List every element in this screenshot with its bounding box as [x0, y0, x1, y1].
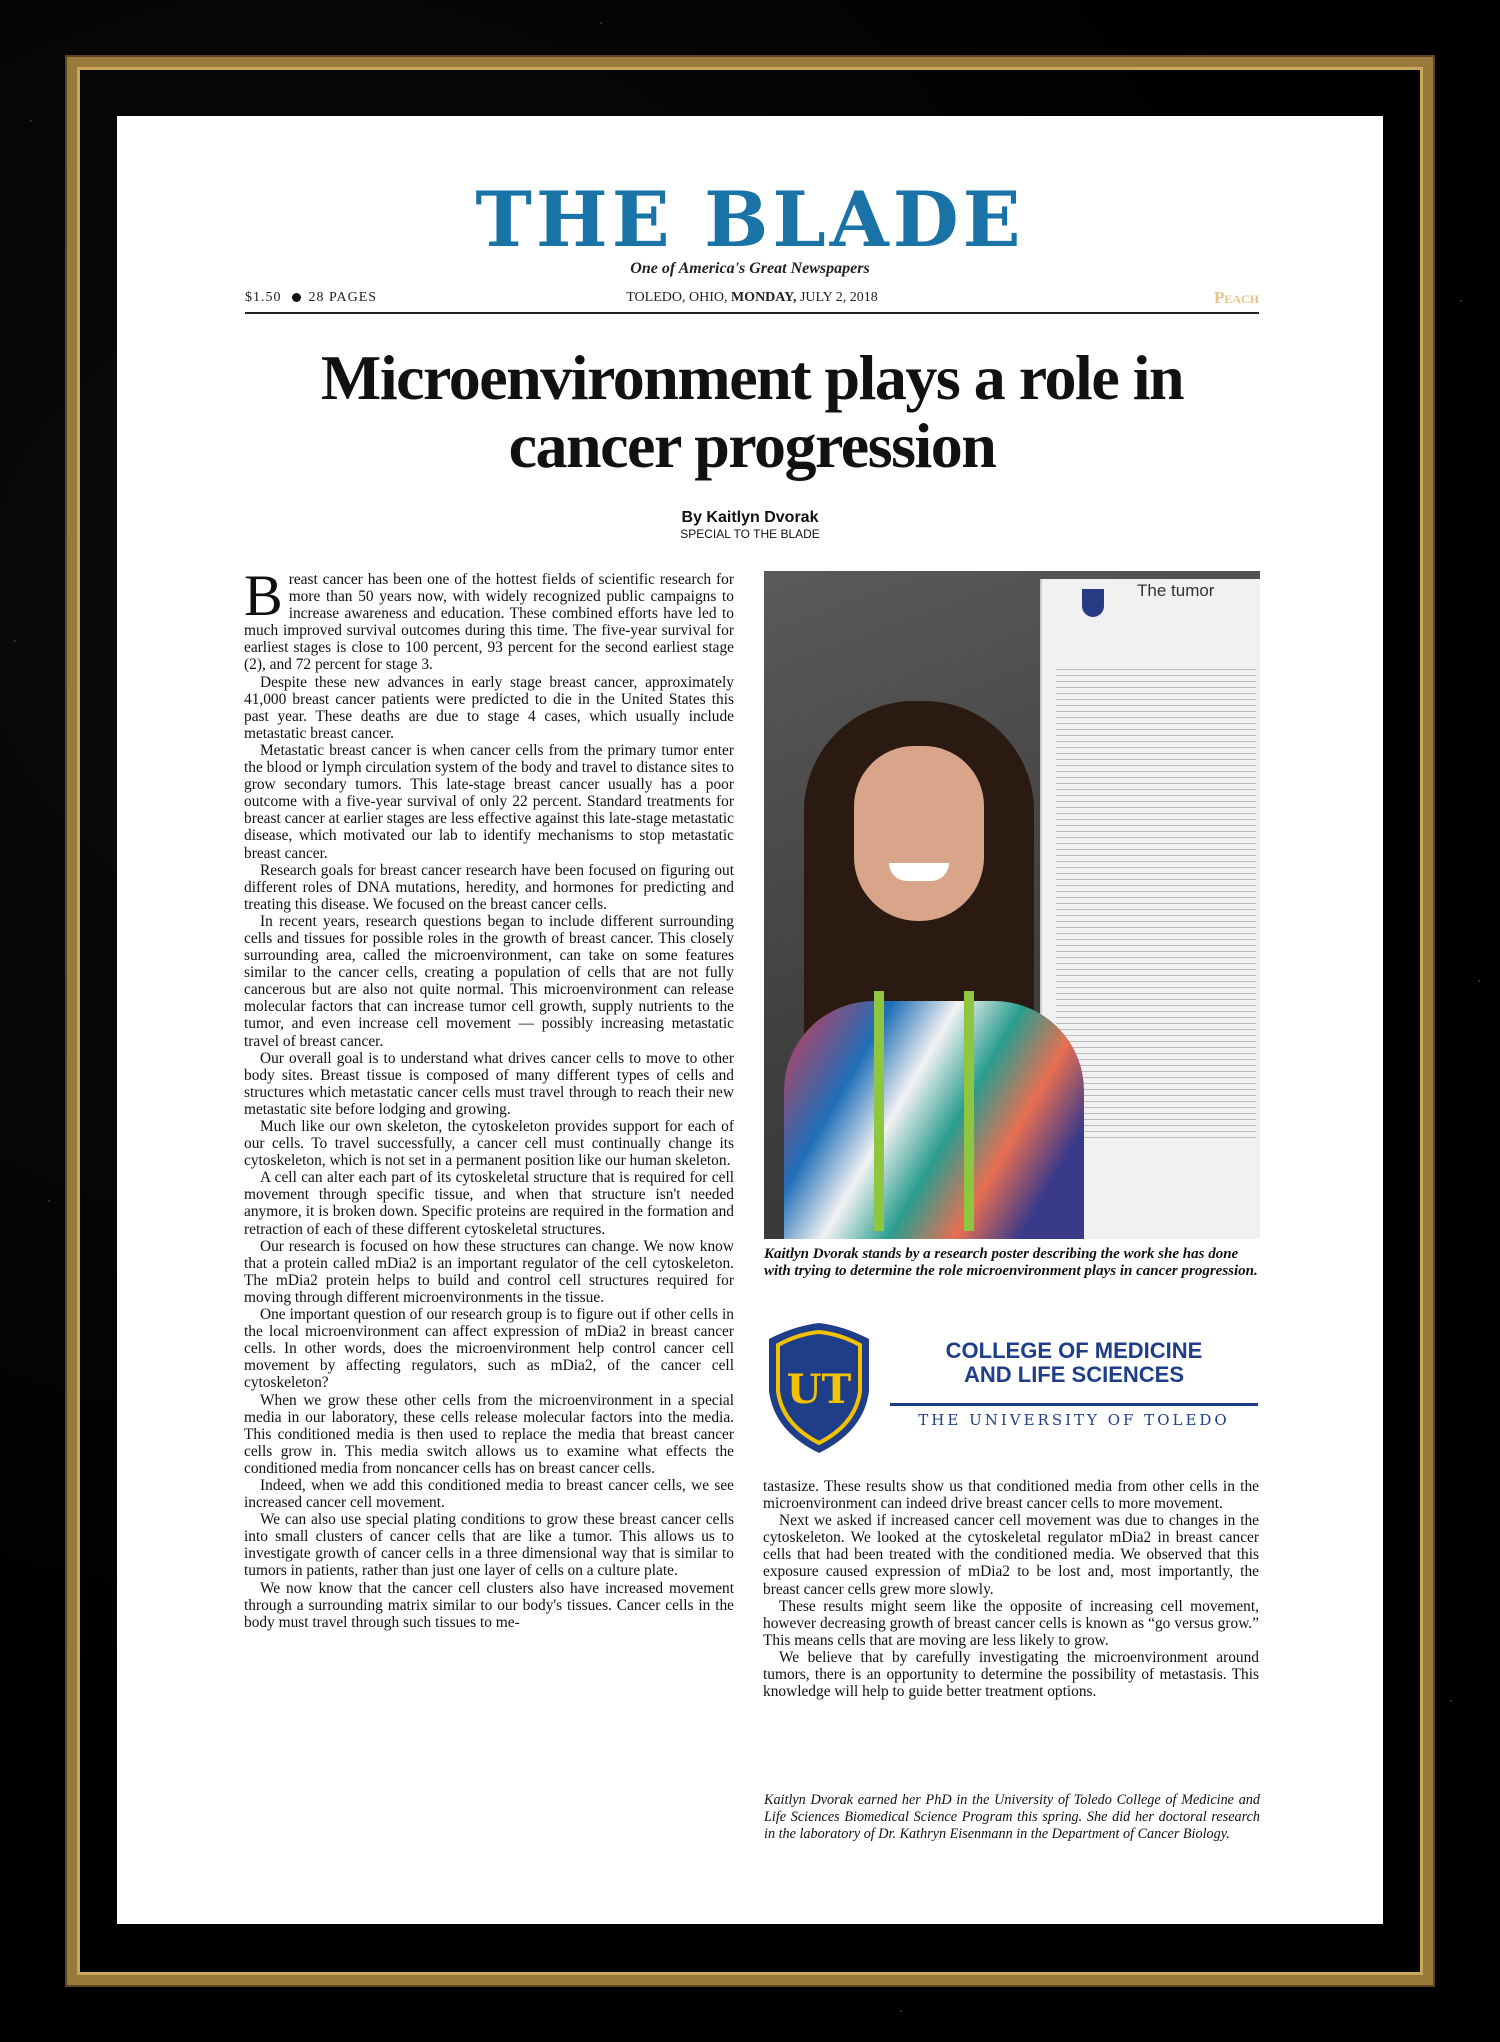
dateline-day: MONDAY, [730, 290, 797, 305]
page-count: 28 PAGES [308, 290, 378, 305]
price: $1.50 [245, 290, 282, 305]
byline: By Kaitlyn Dvorak [681, 509, 819, 526]
byline-credit: SPECIAL TO THE BLADE [680, 527, 820, 541]
person-face [854, 746, 984, 921]
ut-logo-rule [890, 1403, 1258, 1406]
article-paragraph: Our overall goal is to understand what drives cancer cells to move to other body sites. Breast tissue is composed of many different types of cells and structures which metastatic cancer cells must travel through to reach their new metastatic site before lodging and growing. [244, 1049, 734, 1118]
poster-shield-icon [1082, 589, 1104, 617]
masthead-title: THE BLADE [475, 175, 1025, 264]
article-paragraph: Research goals for breast cancer research have been focused on figuring out different roles of DNA mutations, heredity, and hormones for predicting and treating this disease. We focused on the breast cancer cells. [244, 861, 734, 913]
ut-college-name: COLLEGE OF MEDICINE AND LIFE SCIENCES [945, 1338, 1203, 1387]
article-paragraph: Indeed, when we add this conditioned media to breast cancer cells, we see increased cancer cell movement. [244, 1476, 734, 1512]
masthead-rule [245, 312, 1259, 314]
dateline [245, 290, 1259, 306]
article-column-left [244, 563, 734, 1631]
person-dress [784, 1001, 1084, 1239]
article-paragraph: Our research is focused on how these structures can change. We now know that a protein called mDia2 is an important regulator of the cell cytoskeleton. The mDia2 protein helps to build and control cell structures required for moving through different microenvironments in the tissue. [244, 1237, 734, 1306]
article-photo [764, 571, 1260, 1239]
lanyard-left [874, 991, 884, 1231]
svg-text:UT: UT [786, 1366, 852, 1413]
newspaper-page [117, 116, 1383, 1924]
author-bio: Kaitlyn Dvorak earned her PhD in the University of Toledo College of Medicine and Life Sciences Biomedical Science Program this spring. She did her doctoral research in the laboratory of Dr. Kathryn Eisenmann in the Department of Cancer Biology. [764, 1792, 1260, 1842]
poster-title: The tumor [1137, 581, 1215, 600]
article-paragraph: A cell can alter each part of its cytoskeletal structure that is required for cell movement through specific tissue, and when that structure isn't needed anymore, it is broken down. Specific proteins are required in the formation and retraction of each of these different cytoskeletal structures. [244, 1169, 734, 1238]
edition-label: Peach [1213, 288, 1259, 307]
article-headline: Microenvironment plays a role in cancer progression [320, 342, 1184, 481]
article-paragraph: We believe that by carefully investigating the microenvironment around tumors, there is an opportunity to determine the possibility of metastasis. This knowledge will help to guide better treatment options. [763, 1648, 1259, 1701]
photo-caption: Kaitlyn Dvorak stands by a research poster describing the work she has done with trying to determine the role microenvironment plays in cancer progression. [764, 1246, 1258, 1279]
ut-college-logo [764, 1321, 1264, 1456]
article-paragraph: Metastatic breast cancer is when cancer cells from the primary tumor enter the blood or lymph circulation system of the body and travel to distance sites to grow secondary tumors. This late-stage breast cancer usually has a poor outcome with a five-year survival of only 22 percent. Standard treatments for breast cancer at earlier stages are less effective against this late-stage metastatic disease, which motivated our lab to identify mechanisms to stop metastatic breast cancer. [244, 741, 734, 862]
lanyard-right [964, 991, 974, 1231]
article-paragraph: These results might seem like the opposite of increasing cell movement, however decreasing growth of breast cancer cells is known as “go versus grow.” This means cells that are moving are less likely to grow. [763, 1597, 1259, 1649]
article-paragraph: Breast cancer has been one of the hottest fields of scientific research for more than 50 years now, with widely recognized public campaigns to increase awareness and education. These combined efforts have led to much improved survival outcomes during this time. The five-year survival for earliest stages is close to 100 percent, 93 percent for the second earliest stage (2), and 72 percent for stage 3. [244, 563, 734, 674]
ut-university-name: THE UNIVERSITY OF TOLEDO [918, 1411, 1230, 1429]
ut-shield-icon [764, 1321, 874, 1456]
article-paragraph: When we grow these other cells from the microenvironment in a special media in our laboratory, these cells release molecular factors into the media. This conditioned media is then used to replace the media that breast cancer cells grow in. This media switch allows us to examine what effects the conditioned media from noncancer cells has on breast cancer cells. [244, 1391, 734, 1477]
person-smile [889, 863, 949, 881]
article-paragraph: One important question of our research group is to figure out if other cells in the local microenvironment can affect expression of mDia2 in breast cancer cells. In other words, does the microenvironment help control cancer cell movement by affecting regulators, such as mDia2, of the cancer cell cytoskeleton? [244, 1306, 734, 1392]
drop-cap: B [244, 563, 283, 628]
article-paragraph: We can also use special plating conditions to grow these breast cancer cells into small clusters of cancer cells that are like a tumor. This allows us to investigate growth of cancer cells in a three dimensional way that is similar to tumors in patients, rather than just one layer of cells on a culture plate. [244, 1511, 734, 1580]
dateline-date: JULY 2, 2018 [799, 290, 878, 305]
masthead-infobar [245, 290, 1259, 310]
masthead-tagline: One of America's Great Newspapers [630, 260, 870, 277]
article-paragraph: We now know that the cancer cell clusters also have increased movement through a surrounding matrix similar to our body's tissues. Cancer cells in the body must travel through such tissues to me- [244, 1579, 734, 1631]
article-column-right [763, 1478, 1259, 1700]
article-paragraph: Much like our own skeleton, the cytoskeleton provides support for each of our cells. To travel successfully, a cancer cell must continually change its cytoskeleton, which is not set in a permanent position like our human skeleton. [244, 1118, 734, 1170]
article-paragraph: In recent years, research questions began to include different surrounding cells and tissues for possible roles in the growth of breast cancer. This closely surrounding area, called the microenvironment, can take on some features similar to the cancer cells, creating a population of cells that are not fully cancerous but are also not quite normal. This microenvironment can release molecular factors that can increase tumor cell growth, supply nutrients to the tumor, and even increase cell movement — possibly increasing metastatic travel of breast cancer. [244, 912, 734, 1050]
article-paragraph: Despite these new advances in early stage breast cancer, approximately 41,000 breast cancer patients were predicted to die in the United States this past year. These deaths are due to stage 4 cases, which usually include metastatic breast cancer. [244, 673, 734, 742]
article-paragraph: tastasize. These results show us that conditioned media from other cells in the microenvironment can indeed drive breast cancer cells to more movement. [763, 1478, 1259, 1513]
article-paragraph: Next we asked if increased cancer cell movement was due to changes in the cytoskeleton. We looked at the cytoskeletal regulator mDia2 in breast cancer cells that had been treated with the conditioned media. We observed that this exposure caused expression of mDia2 to be lost and, most importantly, the breast cancer cells grew more slowly. [763, 1512, 1259, 1598]
dateline-place: TOLEDO, OHIO, [626, 290, 728, 305]
